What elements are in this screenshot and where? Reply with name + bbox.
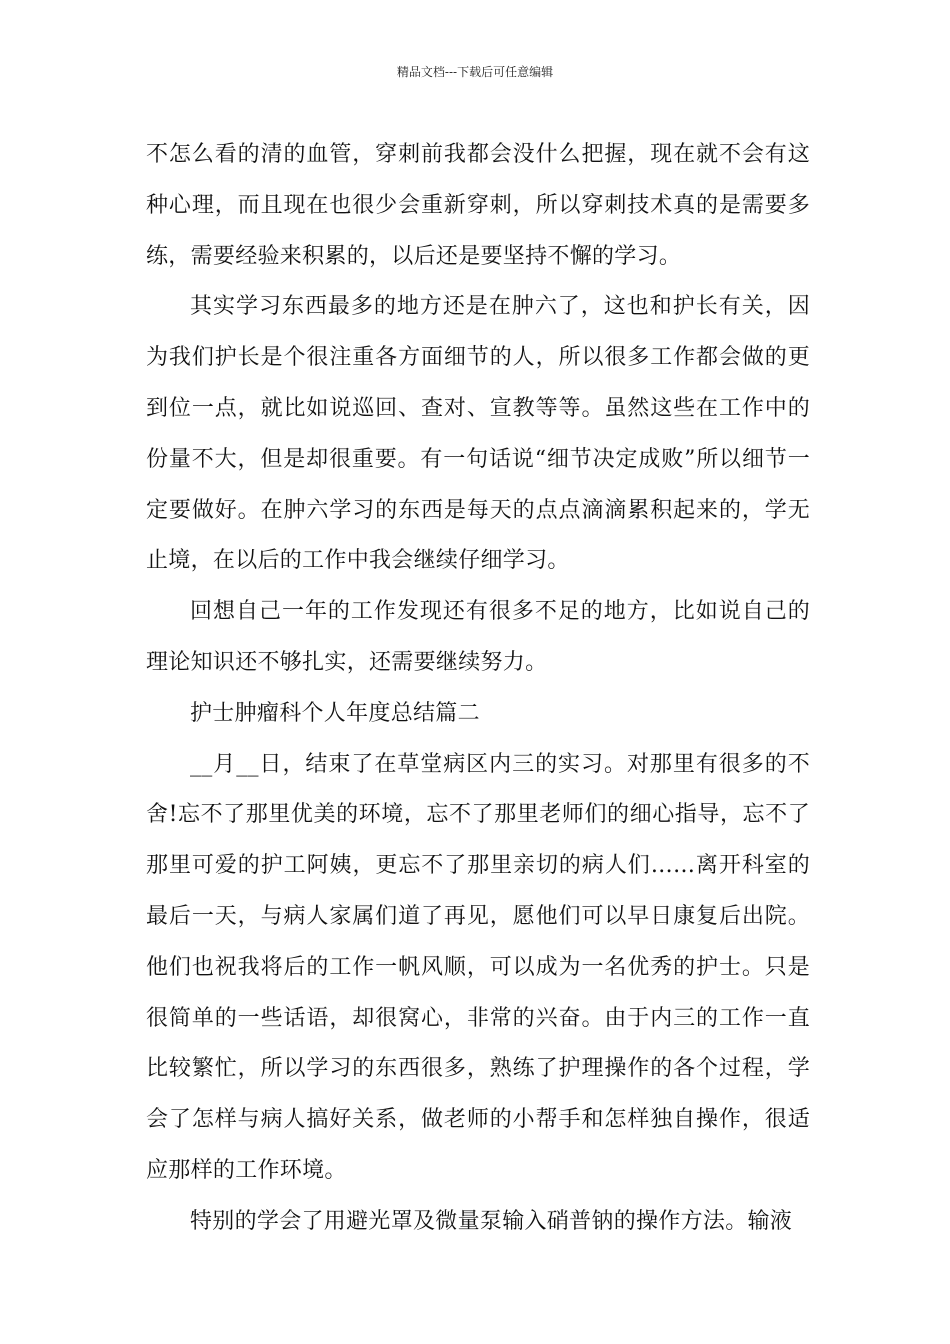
section-heading: 护士肿瘤科个人年度总结篇二 [190,700,480,726]
paragraph: __月__日，结束了在草堂病区内三的实习。对那里有很多的不舍!忘不了那里优美的环境，忘不了那里老师们的细心指导，忘不了那里可爱的护工阿姨，更忘不了那里亲切的病人们……离开科室的最后一天，与病人家属们道了再见，愿他们可以早日康复后出院。他们也祝我将后的工作一帆风顺，可以成为一名优秀的护士。只是很简单的一些话语，却很窝心，非常的兴奋。由于内三的工作一直比较繁忙，所以学习的东西很多，熟练了护理操作的各个过程，学会了怎样与病人搞好关系，做老师的小帮手和怎样独自操作，很适应那样的工作环境。 [146,751,810,1183]
paragraph: 其实学习东西最多的地方还是在肿六了，这也和护长有关，因为我们护长是个很注重各方面细节的人，所以很多工作都会做的更到位一点，就比如说巡回、查对、宣教等等。虽然这些在工作中的份量不大，但是却很重要。有一句话说“细节决定成败”所以细节一定要做好。在肿六学习的东西是每天的点点滴滴累积起来的，学无止境，在以后的工作中我会继续仔细学习。 [146,294,810,574]
document-body [146,130,810,1248]
paragraph: 特别的学会了用避光罩及微量泵输入硝普钠的操作方法。输液 [190,1208,793,1234]
page-header: 精品文档---下载后可任意编辑 [396,65,554,79]
paragraph-continuation: 不怎么看的清的血管，穿刺前我都会没什么把握，现在就不会有这种心理，而且现在也很少会重新穿刺，所以穿刺技术真的是需要多练，需要经验来积累的，以后还是要坚持不懈的学习。 [146,142,810,269]
paragraph: 回想自己一年的工作发现还有很多不足的地方，比如说自己的理论知识还不够扎实，还需要继续努力。 [146,599,810,675]
